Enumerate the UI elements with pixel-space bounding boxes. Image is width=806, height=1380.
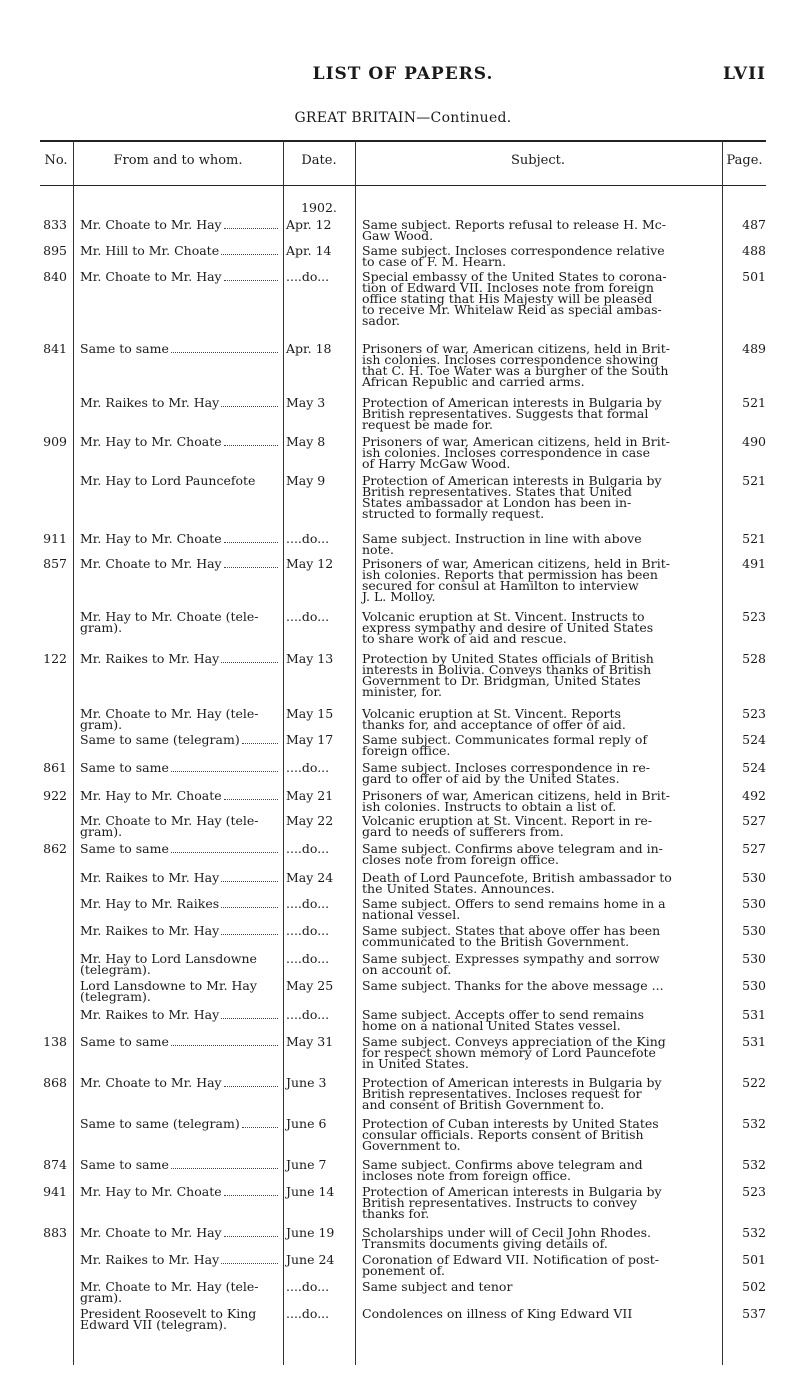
dot-leader	[221, 1018, 278, 1019]
date-cell: May 12	[286, 556, 334, 571]
page-number: 531	[742, 1007, 766, 1022]
dot-leader	[171, 771, 278, 772]
table-row	[0, 217, 806, 243]
from-to-text: Mr. Hay to Mr. Choate	[80, 1184, 222, 1199]
table-row	[0, 341, 806, 389]
table-row	[0, 706, 806, 732]
from-to-text: Mr. Raikes to Mr. Hay	[80, 651, 220, 666]
from-to-text: Same to same	[80, 1034, 169, 1049]
page-number: 524	[742, 732, 766, 747]
from-to-text: Mr. Choate to Mr. Hay	[80, 217, 222, 232]
from-to-cell	[80, 219, 280, 232]
page-number: 522	[742, 1075, 766, 1090]
table-row	[0, 269, 806, 328]
subject-cell: Prisoners of war, American citizens, held in Brit- ish colonies. Incloses correspondence in case of Harry McGaw Wood.	[362, 434, 670, 471]
from-to-cell	[80, 872, 280, 885]
table-row	[0, 870, 806, 896]
table-row	[0, 1252, 806, 1278]
table-row	[0, 813, 806, 839]
page-number: 527	[742, 841, 766, 856]
from-to-text: Mr. Raikes to Mr. Hay	[80, 923, 220, 938]
from-to-cell	[80, 762, 280, 775]
from-to-cell: Mr. Hay to Mr. Choate (tele- gram).	[80, 609, 259, 635]
date-cell: May 31	[286, 1034, 334, 1049]
dot-leader	[224, 1086, 278, 1087]
dot-leader	[221, 662, 278, 663]
date-cell: ....do...	[286, 896, 330, 911]
date-cell: ....do...	[286, 1306, 330, 1321]
table-row	[0, 978, 806, 1004]
page-number: 537	[742, 1306, 766, 1321]
paper-number: 138	[43, 1034, 67, 1049]
from-to-cell	[80, 397, 280, 410]
dot-leader	[221, 254, 278, 255]
dot-leader	[224, 445, 278, 446]
dot-leader	[224, 1195, 278, 1196]
table-row	[0, 1007, 806, 1033]
table-row	[0, 395, 806, 432]
page-number: 530	[742, 951, 766, 966]
date-cell: ....do...	[286, 609, 330, 624]
from-to-text: Mr. Hay to Mr. Choate	[80, 788, 222, 803]
page-number: 527	[742, 813, 766, 828]
dot-leader	[224, 799, 278, 800]
subject-cell: Same subject. Offers to send remains home in a national vessel.	[362, 896, 666, 922]
table-row	[0, 556, 806, 604]
paper-number: 861	[43, 760, 67, 775]
subject-cell: Protection of American interests in Bulgaria by British representatives. Suggests that formal request be made for.	[362, 395, 662, 432]
from-to-text: Mr. Hay to Mr. Choate	[80, 434, 222, 449]
table-row	[0, 788, 806, 814]
subject-cell: Same subject and tenor	[362, 1279, 513, 1294]
date-cell: June 14	[286, 1184, 335, 1199]
paper-number: 911	[43, 531, 67, 546]
date-cell: ....do...	[286, 1007, 330, 1022]
paper-number: 895	[43, 243, 67, 258]
subject-cell: Protection of American interests in Bulgaria by British representatives. Incloses request for and consent of British Government to.	[362, 1075, 662, 1112]
from-to-cell	[80, 1118, 280, 1131]
from-to-cell	[80, 1009, 280, 1022]
subject-cell: Same subject. Thanks for the above message ...	[362, 978, 664, 993]
from-to-cell: President Roosevelt to King Edward VII (telegram).	[80, 1306, 257, 1332]
page-number: 521	[742, 395, 766, 410]
page-number: 532	[742, 1225, 766, 1240]
subject-cell: Volcanic eruption at St. Vincent. Instructs to express sympathy and desire of United States to share work of aid and rescue.	[362, 609, 654, 646]
paper-number: 922	[43, 788, 67, 803]
date-cell: May 13	[286, 651, 334, 666]
subject-cell: Same subject. Confirms above telegram and in- closes note from foreign office.	[362, 841, 663, 867]
page-number: 489	[742, 341, 766, 356]
from-to-text: Same to same	[80, 760, 169, 775]
dot-leader	[221, 881, 278, 882]
subject-cell: Protection of American interests in Bulgaria by British representatives. Instructs to convey thanks for.	[362, 1184, 662, 1221]
from-to-cell: Mr. Choate to Mr. Hay (tele- gram).	[80, 706, 259, 732]
subject-cell: Volcanic eruption at St. Vincent. Reports thanks for, and acceptance of offer of aid.	[362, 706, 626, 732]
date-cell: May 9	[286, 473, 326, 488]
from-to-cell	[80, 790, 280, 803]
page-number: 521	[742, 531, 766, 546]
from-to-text: Mr. Hay to Mr. Raikes	[80, 896, 220, 911]
from-to-cell	[80, 1077, 280, 1090]
subject-cell: Prisoners of war, American citizens, held in Brit- ish colonies. Instructs to obtain a list of.	[362, 788, 670, 814]
paper-number: 840	[43, 269, 67, 284]
table-row	[0, 1034, 806, 1071]
page-number: 530	[742, 923, 766, 938]
from-to-cell	[80, 734, 280, 747]
from-to-cell: Mr. Choate to Mr. Hay (tele- gram).	[80, 1279, 259, 1305]
dot-leader	[171, 352, 278, 353]
subject-cell: Condolences on illness of King Edward VII	[362, 1306, 633, 1321]
subject-cell: Same subject. Incloses correspondence in re- gard to offer of aid by the United States.	[362, 760, 650, 786]
page-number: 490	[742, 434, 766, 449]
from-to-cell	[80, 925, 280, 938]
subject-cell: Scholarships under will of Cecil John Rhodes. Transmits documents giving details of.	[362, 1225, 651, 1251]
page-title: LIST OF PAPERS.	[312, 64, 494, 84]
page-number: 532	[742, 1157, 766, 1172]
date-cell: June 6	[286, 1116, 327, 1131]
section-subtitle: GREAT BRITAIN—Continued.	[294, 110, 512, 126]
subject-cell: Same subject. Accepts offer to send remains home on a national United States vessel.	[362, 1007, 645, 1033]
table-row	[0, 760, 806, 786]
subject-cell: Special embassy of the United States to corona- tion of Edward VII. Incloses note from foreign office stating that His Majesty will be pleased to receive Mr. Whitelaw Reid as special ambas- sador.	[362, 269, 667, 328]
column-header-subject: Subject.	[511, 153, 565, 168]
table-row	[0, 531, 806, 557]
page-number: 492	[742, 788, 766, 803]
page-number: 530	[742, 896, 766, 911]
table-row	[0, 923, 806, 949]
column-header-from: From and to whom.	[113, 153, 243, 168]
from-to-cell	[80, 843, 280, 856]
subject-cell: Same subject. Instruction in line with above note.	[362, 531, 642, 557]
dot-leader	[221, 907, 278, 908]
dot-leader	[221, 1263, 278, 1264]
table-row	[0, 609, 806, 646]
from-to-text: Mr. Choate to Mr. Hay	[80, 1225, 222, 1240]
page-number: 487	[742, 217, 766, 232]
page-number: 523	[742, 1184, 766, 1199]
dot-leader	[224, 228, 278, 229]
date-cell: May 21	[286, 788, 334, 803]
year-label: 1902.	[301, 200, 337, 215]
subject-cell: Death of Lord Pauncefote, British ambassador to the United States. Announces.	[362, 870, 672, 896]
date-cell: ....do...	[286, 531, 330, 546]
subject-cell: Prisoners of war, American citizens, held in Brit- ish colonies. Incloses correspondence showing that C. H. Toe Water was a burgher of the South African Republic and carried arms.	[362, 341, 670, 389]
from-to-text: Mr. Raikes to Mr. Hay	[80, 1007, 220, 1022]
paper-number: 868	[43, 1075, 67, 1090]
date-cell: May 17	[286, 732, 334, 747]
subject-cell: Same subject. Confirms above telegram and incloses note from foreign office.	[362, 1157, 643, 1183]
from-to-text: Same to same	[80, 1157, 169, 1172]
date-cell: Apr. 12	[286, 217, 332, 232]
date-cell: ....do...	[286, 951, 330, 966]
dot-leader	[224, 280, 278, 281]
from-to-cell	[80, 558, 280, 571]
dot-leader	[224, 1236, 278, 1237]
column-header-page: Page.	[726, 153, 763, 168]
date-cell: June 24	[286, 1252, 335, 1267]
table-row	[0, 896, 806, 922]
subject-cell: Same subject. Reports refusal to release H. Mc- Gaw Wood.	[362, 217, 666, 243]
date-cell: May 15	[286, 706, 334, 721]
from-to-text: Mr. Hay to Mr. Choate	[80, 531, 222, 546]
from-to-text: Mr. Choate to Mr. Hay	[80, 1075, 222, 1090]
date-cell: June 19	[286, 1225, 335, 1240]
subject-cell: Coronation of Edward VII. Notification of post- ponement of.	[362, 1252, 660, 1278]
paper-number: 874	[43, 1157, 67, 1172]
page-number: 531	[742, 1034, 766, 1049]
subject-cell: Same subject. Expresses sympathy and sorrow on account of.	[362, 951, 660, 977]
from-to-text: Mr. Choate to Mr. Hay	[80, 269, 222, 284]
dot-leader	[221, 406, 278, 407]
from-to-text: Same to same (telegram)	[80, 732, 240, 747]
date-cell: Apr. 18	[286, 341, 332, 356]
table-row	[0, 1279, 806, 1305]
date-cell: ....do...	[286, 923, 330, 938]
from-to-cell	[80, 343, 280, 356]
from-to-cell	[80, 533, 280, 546]
paper-number: 857	[43, 556, 67, 571]
table-row	[0, 1075, 806, 1112]
from-to-cell	[80, 436, 280, 449]
from-to-text: Mr. Raikes to Mr. Hay	[80, 870, 220, 885]
column-header-date: Date.	[301, 153, 337, 168]
paper-number: 941	[43, 1184, 67, 1199]
from-to-text: Mr. Raikes to Mr. Hay	[80, 1252, 220, 1267]
from-to-cell: Lord Lansdowne to Mr. Hay (telegram).	[80, 978, 257, 1004]
dot-leader	[224, 567, 278, 568]
subject-cell: Prisoners of war, American citizens, held in Brit- ish colonies. Reports that permission has been secured for consul at Hamilton to interview J. L. Molloy.	[362, 556, 670, 604]
table-row	[0, 1225, 806, 1251]
page-number: 528	[742, 651, 766, 666]
from-to-cell	[80, 271, 280, 284]
table-row	[0, 732, 806, 758]
paper-number: 909	[43, 434, 67, 449]
from-to-cell	[80, 245, 280, 258]
column-header-no: No.	[44, 153, 68, 168]
dot-leader	[242, 1127, 278, 1128]
dot-leader	[171, 1045, 278, 1046]
subject-cell: Same subject. States that above offer has been communicated to the British Government.	[362, 923, 661, 949]
date-cell: May 3	[286, 395, 326, 410]
page-number: 488	[742, 243, 766, 258]
date-cell: May 25	[286, 978, 334, 993]
subject-cell: Volcanic eruption at St. Vincent. Report in re- gard to needs of sufferers from.	[362, 813, 653, 839]
paper-number: 883	[43, 1225, 67, 1240]
dot-leader	[171, 1168, 278, 1169]
from-to-cell	[80, 653, 280, 666]
date-cell: ....do...	[286, 760, 330, 775]
from-to-cell	[80, 1254, 280, 1267]
subject-cell: Protection of American interests in Bulgaria by British representatives. States that United States ambassador at London has been in- structed to formally request.	[362, 473, 662, 521]
page-number: 523	[742, 609, 766, 624]
from-to-text: Same to same (telegram)	[80, 1116, 240, 1131]
from-to-text: Mr. Hill to Mr. Choate	[80, 243, 220, 258]
paper-number: 862	[43, 841, 67, 856]
dot-leader	[171, 852, 278, 853]
page-number: 532	[742, 1116, 766, 1131]
from-to-text: Mr. Choate to Mr. Hay	[80, 556, 222, 571]
paper-number: 122	[43, 651, 67, 666]
date-cell: ....do...	[286, 1279, 330, 1294]
page-number: 530	[742, 870, 766, 885]
from-to-cell: Mr. Hay to Lord Lansdowne (telegram).	[80, 951, 257, 977]
table-row	[0, 841, 806, 867]
table-row	[0, 1184, 806, 1221]
table-row	[0, 651, 806, 699]
dot-leader	[224, 542, 278, 543]
page-number: 523	[742, 706, 766, 721]
subject-cell: Same subject. Incloses correspondence relative to case of F. M. Hearn.	[362, 243, 665, 269]
from-to-cell	[80, 1186, 280, 1199]
date-cell: May 24	[286, 870, 334, 885]
page-number: 521	[742, 473, 766, 488]
dot-leader	[221, 934, 278, 935]
page-number: 501	[742, 269, 766, 284]
date-cell: June 3	[286, 1075, 327, 1090]
table-row	[0, 1306, 806, 1332]
page-number: 491	[742, 556, 766, 571]
date-cell: May 22	[286, 813, 334, 828]
table-row	[0, 1157, 806, 1183]
date-cell: June 7	[286, 1157, 327, 1172]
from-to-cell	[80, 898, 280, 911]
table-row	[0, 434, 806, 471]
from-to-cell: Mr. Hay to Lord Pauncefote	[80, 473, 256, 488]
table-row	[0, 1116, 806, 1153]
from-to-cell	[80, 1159, 280, 1172]
table-row	[0, 951, 806, 977]
dot-leader	[242, 743, 278, 744]
paper-number: 841	[43, 341, 67, 356]
from-to-cell: Mr. Choate to Mr. Hay (tele- gram).	[80, 813, 259, 839]
table-row	[0, 473, 806, 521]
date-cell: ....do...	[286, 841, 330, 856]
page-number: 524	[742, 760, 766, 775]
from-to-text: Same to same	[80, 341, 169, 356]
paper-number: 833	[43, 217, 67, 232]
page-number: 502	[742, 1279, 766, 1294]
page-numeral: LVII	[722, 64, 766, 84]
subject-cell: Same subject. Communicates formal reply of foreign office.	[362, 732, 648, 758]
from-to-cell	[80, 1227, 280, 1240]
subject-cell: Same subject. Conveys appreciation of the King for respect shown memory of Lord Pauncefote in United States.	[362, 1034, 666, 1071]
page-number: 501	[742, 1252, 766, 1267]
date-cell: Apr. 14	[286, 243, 332, 258]
from-to-text: Same to same	[80, 841, 169, 856]
page-number: 530	[742, 978, 766, 993]
date-cell: ....do...	[286, 269, 330, 284]
subject-cell: Protection of Cuban interests by United States consular officials. Reports consent of British Government to.	[362, 1116, 659, 1153]
subject-cell: Protection by United States officials of British interests in Bolivia. Conveys thanks of British Government to Dr. Bridgman, United States minister, for.	[362, 651, 654, 699]
date-cell: May 8	[286, 434, 326, 449]
from-to-text: Mr. Raikes to Mr. Hay	[80, 395, 220, 410]
from-to-cell	[80, 1036, 280, 1049]
table-row	[0, 243, 806, 269]
